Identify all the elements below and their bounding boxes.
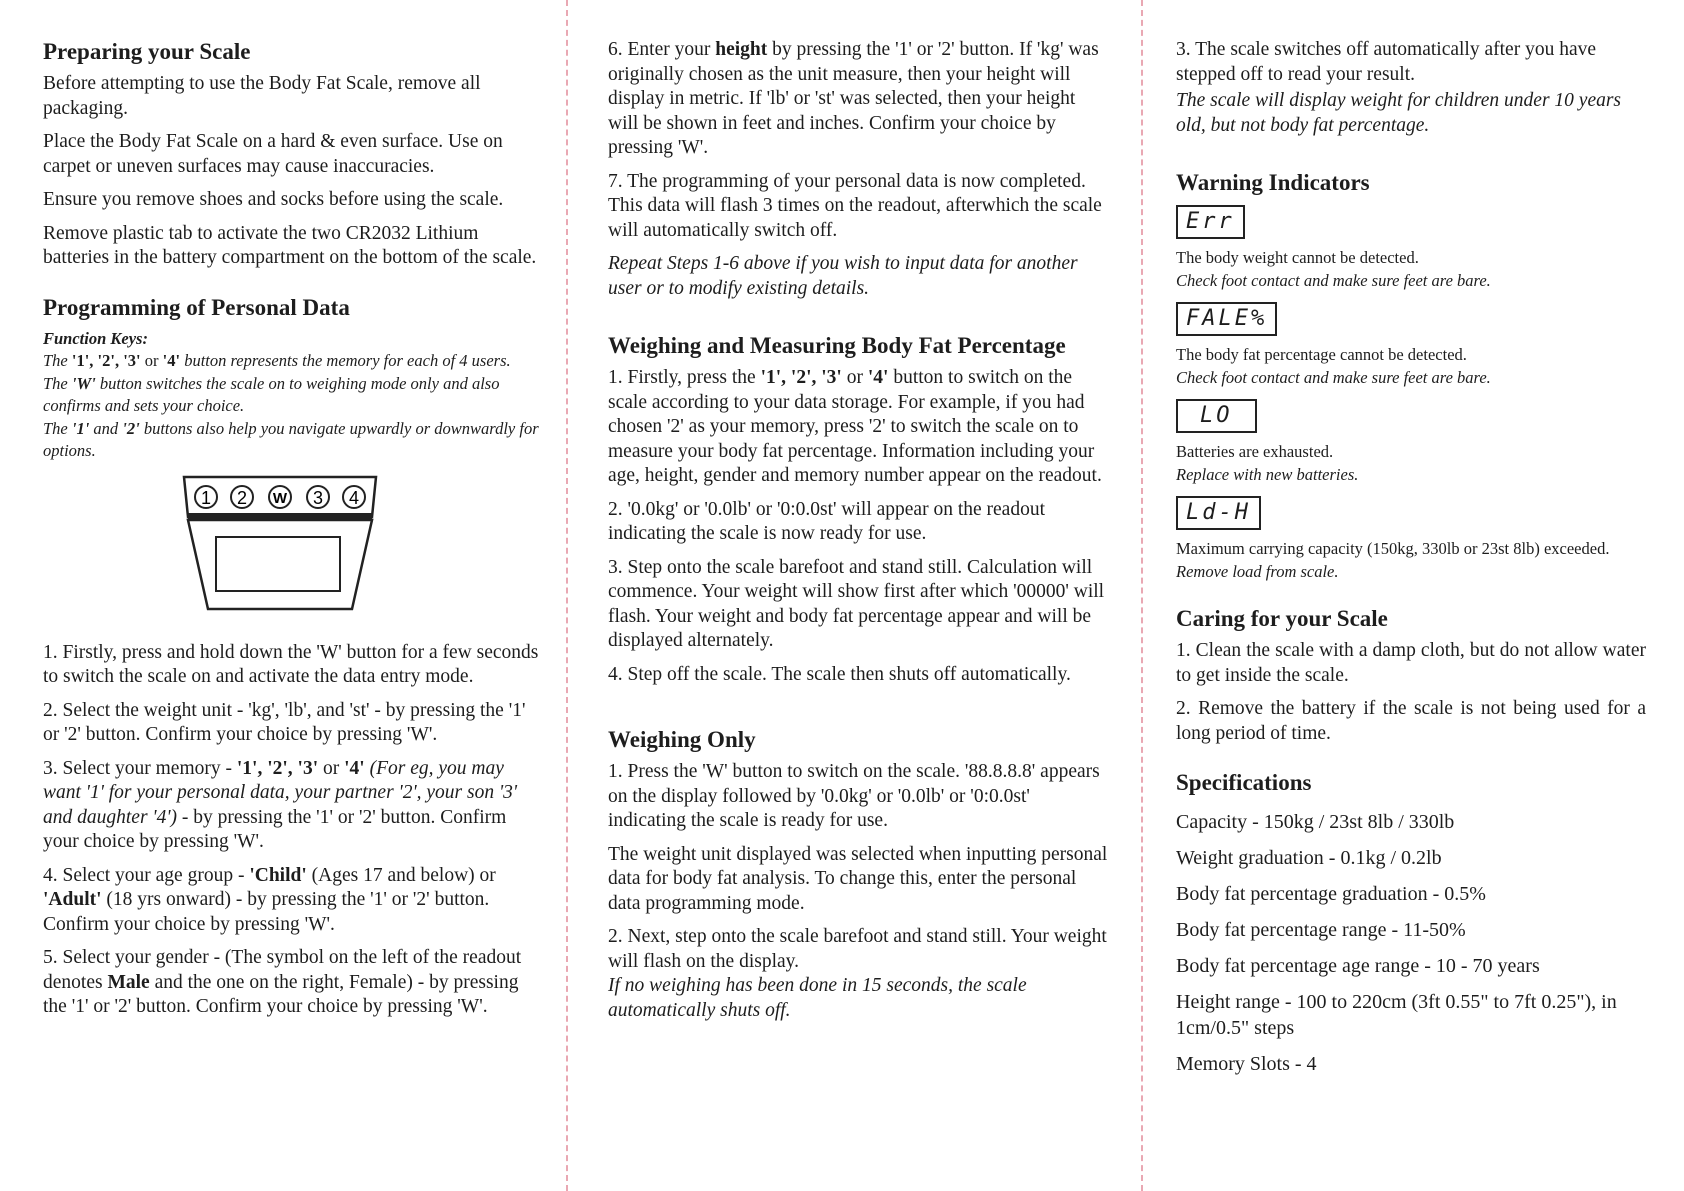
lcd-err-display: Err (1176, 205, 1245, 239)
prep-paragraph-4: Remove plastic tab to activate the two CR2032 Lithium batteries in the battery compartment on the bottom of the scale. (43, 222, 537, 268)
preparing-heading: Preparing your Scale (43, 39, 251, 64)
warning-err-text: The body weight cannot be detected. (1176, 248, 1419, 267)
children-note: The scale will display weight for children under 10 years old, but not body fat percentage. (1176, 90, 1622, 136)
programming-step-5: 5. Select your gender - (The symbol on the left of the readout denotes Male and the one on the right, Female) - by pressing the '1' or '2' button. Confirm your choice by pressing 'W'. (43, 947, 522, 1017)
column-divider-right (1141, 0, 1143, 1191)
auto-off-note: If no weighing has been done in 15 seconds, the scale automatically shuts off. (608, 975, 1027, 1021)
spec-weight-graduation: Weight graduation - 0.1kg / 0.2lb (1176, 847, 1442, 869)
measuring-step-3: 3. Step onto the scale barefoot and stand still. Calculation will commence. Your weight will show first after which '00000' will flash. Your weight and body fat percentage appear and will be displayed alternately. (608, 556, 1105, 651)
panel-button-w (269, 486, 291, 508)
prep-paragraph-2: Place the Body Fat Scale on a hard & even surface. Use on carpet or uneven surfaces may cause inaccuracies. (43, 131, 503, 177)
lcd-lo-display: LO (1176, 399, 1257, 433)
programming-step-7: 7. The programming of your personal data is now completed. This data will flash 3 times on the readout, afterwhich the scale will automatically switch off. (608, 170, 1102, 241)
column-middle (608, 38, 1108, 1032)
svg-text:2: 2 (236, 487, 248, 508)
panel-button-2 (231, 486, 253, 508)
lcd-fale-display: FALE% (1176, 302, 1277, 336)
programming-step-6: 6. Enter your height by pressing the '1' or '2' button. If 'kg' was originally chosen as the unit measure, then your height will display in metric. If 'lb' or 'st' was selected, then your height will be shown in feet and inches. Confirm your choice by pressing 'W'. (608, 39, 1099, 158)
panel-button-4 (343, 486, 365, 508)
warning-indicators-heading: Warning Indicators (1176, 170, 1370, 195)
spec-body-fat-range: Body fat percentage range - 11-50% (1176, 919, 1466, 941)
prep-paragraph-3: Ensure you remove shoes and socks before using the scale. (43, 189, 504, 210)
warning-ldh-text: Maximum carrying capacity (150kg, 330lb or 23st 8lb) exceeded. (1176, 539, 1610, 558)
panel-button-3 (307, 486, 329, 508)
function-keys-line-1: The '1', '2', '3' or '4' button represents the memory for each of 4 users. (43, 351, 511, 370)
weighing-only-step-2: 2. Next, step onto the scale barefoot and stand still. Your weight will flash on the display. (608, 926, 1107, 972)
measuring-step-2: 2. '0.0kg' or '0.0lb' or '0:0.0st' will appear on the readout indicating the scale is now ready for use. (608, 498, 1045, 544)
warning-fale-text: The body fat percentage cannot be detected. (1176, 345, 1467, 364)
warning-ldh-action: Remove load from scale. (1176, 561, 1339, 581)
spec-age-range: Body fat percentage age range - 10 - 70 years (1176, 955, 1540, 977)
weighing-only-step-1: 1. Press the 'W' button to switch on the scale. '88.8.8.8' appears on the display followed by '0.0kg' or '0.0lb' or '0:0.0st' indicating the scale is ready for use. (608, 761, 1100, 831)
programming-heading: Programming of Personal Data (43, 294, 350, 320)
spec-capacity: Capacity - 150kg / 23st 8lb / 330lb (1176, 811, 1455, 833)
programming-step-4: 4. Select your age group - 'Child' (Ages 17 and below) or 'Adult' (18 yrs onward) - by pressing the '1' or '2' button. Confirm your choice by pressing 'W'. (43, 864, 496, 935)
weighing-measuring-heading: Weighing and Measuring Body Fat Percentage (608, 333, 1066, 358)
prep-paragraph-1: Before attempting to use the Body Fat Scale, remove all packaging. (43, 73, 481, 119)
programming-step-2: 2. Select the weight unit - 'kg', 'lb', and 'st' - by pressing the '1' or '2' button. Confirm your choice by pressing 'W'. (43, 699, 526, 745)
repeat-note: Repeat Steps 1-6 above if you wish to input data for another user or to modify existing details. (608, 253, 1078, 299)
column-right (1176, 38, 1646, 1087)
column-left (43, 38, 543, 1029)
spec-body-fat-graduation: Body fat percentage graduation - 0.5% (1176, 883, 1486, 905)
lcd-ldh-display: Ld-H (1176, 496, 1261, 530)
spec-height-range: Height range - 100 to 220cm (3ft 0.55" to 7ft 0.25"), in 1cm/0.5" steps (1176, 991, 1617, 1039)
function-keys-heading: Function Keys: (43, 328, 148, 348)
care-step-1: 1. Clean the scale with a damp cloth, but do not allow water to get inside the scale. (1176, 640, 1646, 686)
spec-memory-slots: Memory Slots - 4 (1176, 1053, 1317, 1075)
measuring-step-1: 1. Firstly, press the '1', '2', '3' or '4' button to switch on the scale according to your data storage. For example, if you had chosen '2' as your memory, press '2' to switch the scale on to measure your body fat percentage. Information including your age, height, gender and memory number appear on the readout. (608, 367, 1102, 486)
function-keys-line-3: The '1' and '2' buttons also help you navigate upwardly or downwardly for options. (43, 418, 539, 460)
measuring-step-4: 4. Step off the scale. The scale then shuts off automatically. (608, 663, 1071, 685)
weighing-only-step-3: 3. The scale switches off automatically after you have stepped off to read your result. (1176, 39, 1597, 85)
scale-control-panel-diagram (180, 473, 380, 613)
panel-display (216, 537, 340, 591)
svg-text:3: 3 (312, 487, 324, 508)
svg-text:W: W (272, 489, 288, 507)
warning-fale-action: Check foot contact and make sure feet are bare. (1176, 367, 1491, 387)
warning-lo-action: Replace with new batteries. (1176, 464, 1359, 484)
svg-text:1: 1 (200, 487, 212, 508)
weighing-only-heading: Weighing Only (608, 727, 756, 752)
function-keys-line-2: The 'W' button switches the scale on to weighing mode only and also confirms and sets your choice. (43, 373, 500, 415)
svg-text:4: 4 (348, 487, 360, 508)
column-divider-left (566, 0, 568, 1191)
programming-step-3: 3. Select your memory - '1', '2', '3' or '4' (For eg, you may want '1' for your personal data, your partner '2', your son '3' and daughter '4') - by pressing the '1' or '2' button. Confirm your choice by pressing 'W'. (43, 757, 518, 852)
specifications-heading: Specifications (1176, 770, 1312, 795)
programming-step-1: 1. Firstly, press and hold down the 'W' button for a few seconds to switch the scale on and activate the data entry mode. (43, 641, 539, 687)
warning-lo-text: Batteries are exhausted. (1176, 442, 1334, 461)
care-step-2: 2. Remove the battery if the scale is not being used for a long period of time. (1176, 698, 1646, 744)
panel-button-1 (195, 486, 217, 508)
warning-err-action: Check foot contact and make sure feet are bare. (1176, 270, 1491, 290)
caring-heading: Caring for your Scale (1176, 606, 1388, 631)
weighing-only-paragraph: The weight unit displayed was selected when inputting personal data for body fat analysis. To change this, enter the personal data programming mode. (608, 843, 1108, 914)
